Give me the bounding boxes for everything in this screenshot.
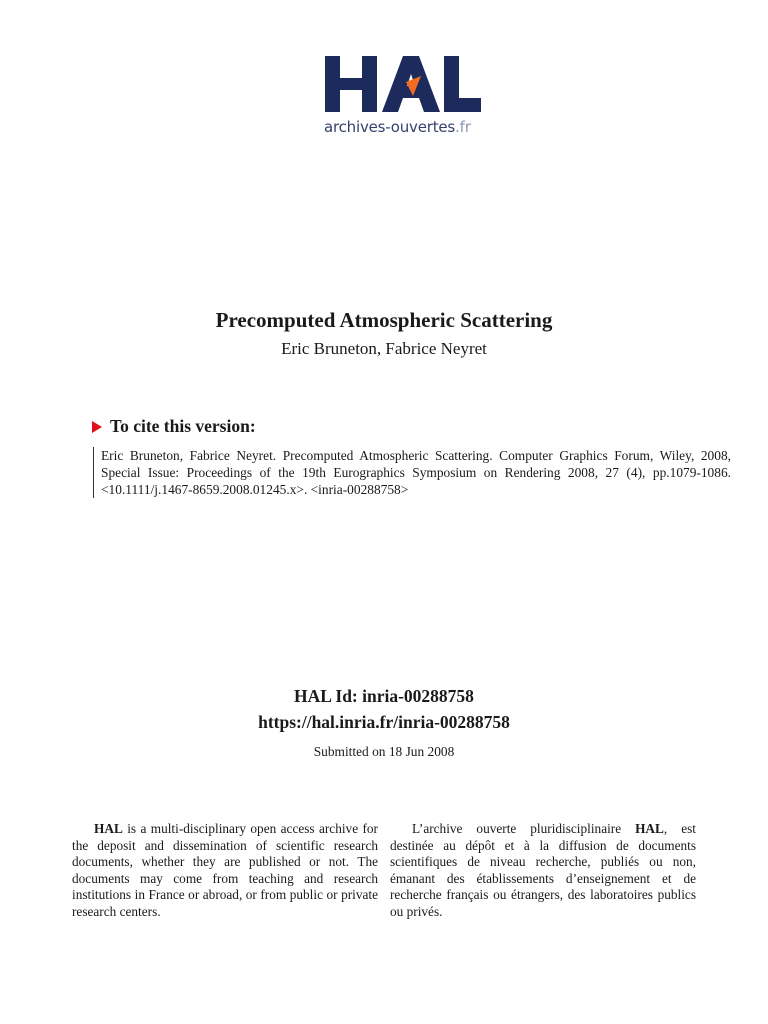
hal-logo — [320, 52, 490, 142]
cite-heading-text: To cite this version: — [110, 416, 256, 436]
notice-english — [72, 821, 378, 920]
notice-english-text: is a multi-disciplinary open access archive for the deposit and dissemination of scientific research documents, whether they are published or not. The documents may come from teaching and research institutions in France or abroad, or from public or private research centers. — [72, 821, 378, 919]
notice-french-start: L’archive ouverte pluridisciplinaire — [412, 821, 636, 836]
paper-title: Precomputed Atmospheric Scattering — [215, 308, 553, 332]
logo-letter-l — [444, 56, 481, 112]
submission-date: Submitted on 18 Jun 2008 — [313, 744, 455, 759]
notice-english-hal: HAL — [94, 821, 123, 836]
logo-letter-h — [325, 56, 377, 112]
notice-french — [390, 821, 696, 920]
hal-url-link[interactable]: https://hal.inria.fr/inria-00288758 — [258, 712, 510, 732]
hal-id: HAL Id: inria-00288758 — [294, 686, 474, 706]
paper-authors: Eric Bruneton, Fabrice Neyret — [281, 339, 487, 358]
red-triangle-bullet-icon — [92, 421, 102, 433]
hal-logo-subtitle: archives-ouvertes.fr — [324, 118, 471, 136]
notice-french-hal: HAL — [635, 821, 664, 836]
citation-text: Eric Bruneton, Fabrice Neyret. Precomputed Atmospheric Scattering. Computer Graphics Forum, Wiley, 2008, Special Issue: Proceedings of the 19th Eurographics Symposium on Rendering 2008, 27 (4), pp.1079-1086. <10.1111/j.1467-8659.2008.01245.x>. <inria-00288758> — [93, 447, 731, 498]
cite-heading — [92, 416, 256, 437]
hal-logo-wordmark — [320, 52, 485, 116]
notice-french-text: , est destinée au dépôt et à la diffusion de documents scientifiques de niveau recherche, publiés ou non, émanant des établissements d’enseignement et de recherche français ou étrangers, des laboratoires publics ou privés. — [390, 821, 696, 919]
